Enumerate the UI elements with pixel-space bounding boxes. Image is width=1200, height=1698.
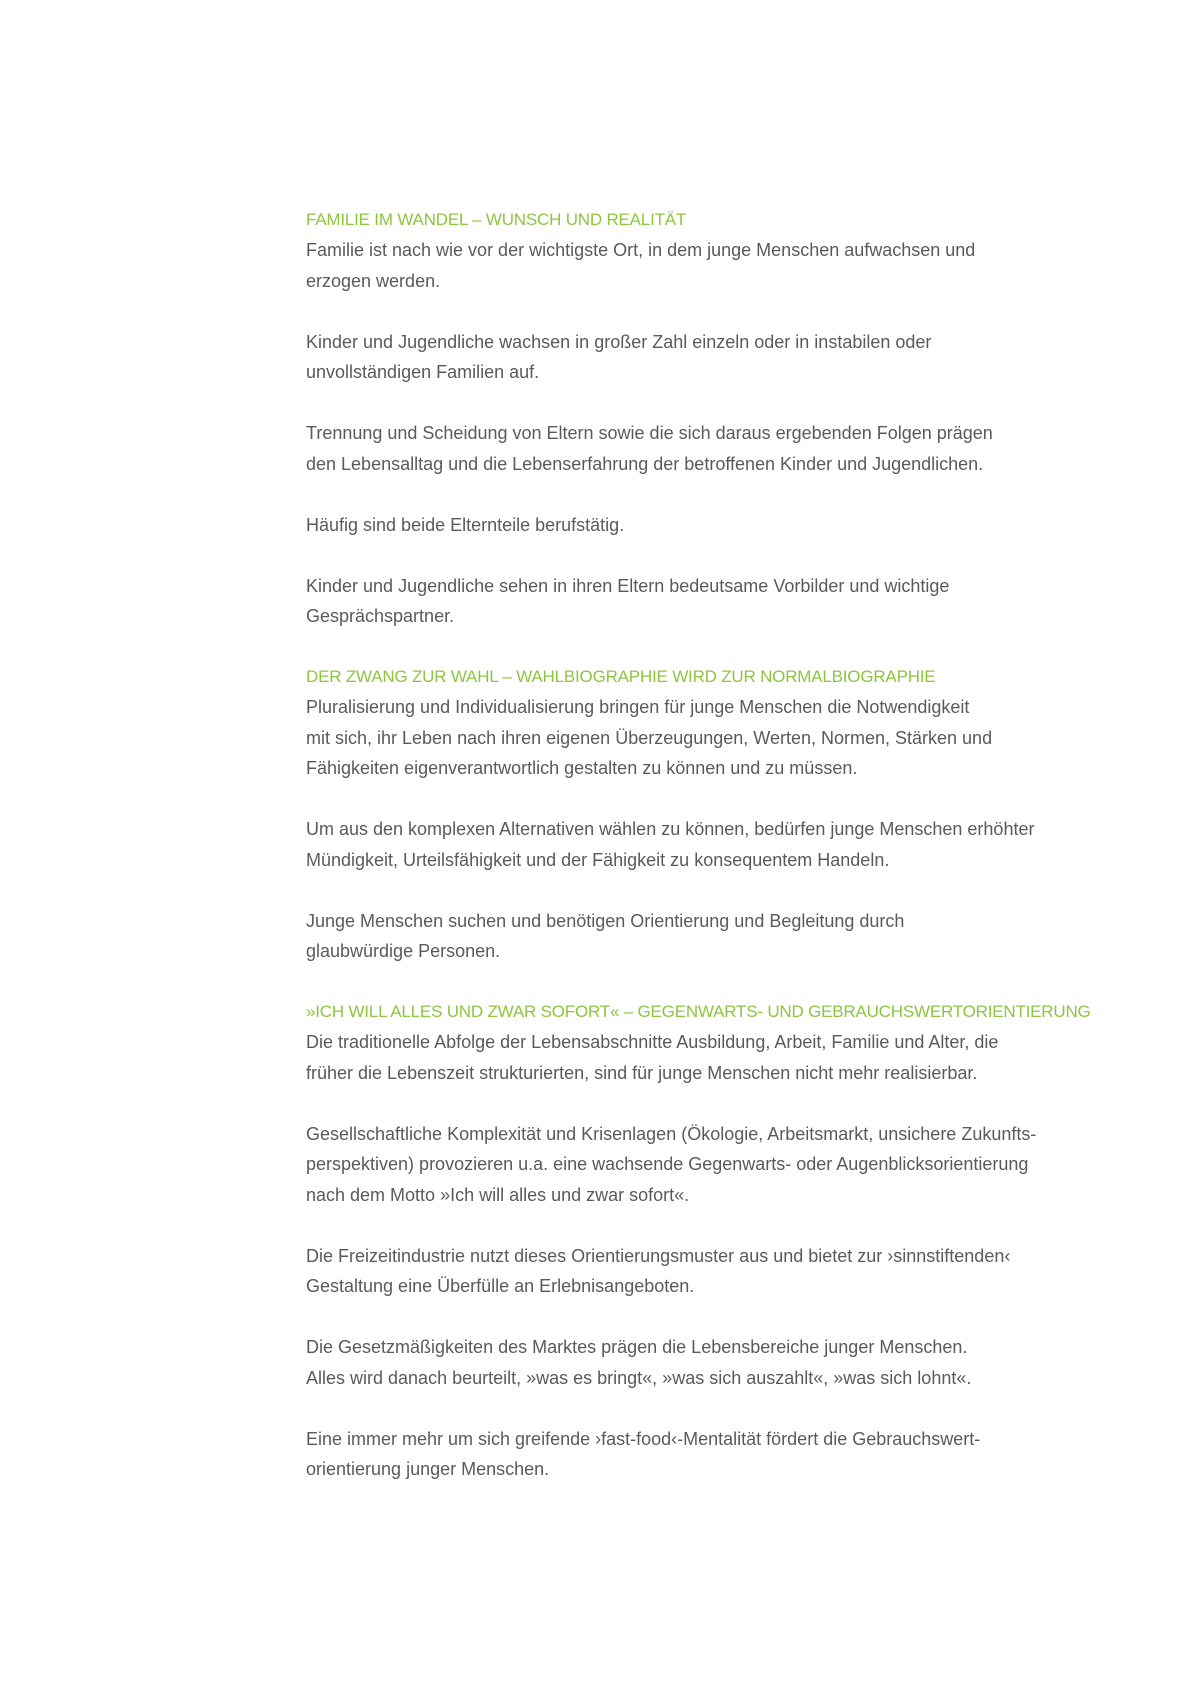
paragraph	[306, 1119, 1126, 1211]
document-body	[306, 205, 1126, 1485]
paragraph	[306, 1027, 1126, 1088]
paragraph-line: nach dem Motto »Ich will alles und zwar sofort«.	[306, 1184, 690, 1205]
paragraph-line: Mündigkeit, Urteilsfähigkeit und der Fähigkeit zu konsequentem Handeln.	[306, 849, 890, 870]
paragraph-line: früher die Lebenszeit strukturierten, sind für junge Menschen nicht mehr realisierbar.	[306, 1062, 978, 1083]
paragraph-line: glaubwürdige Personen.	[306, 941, 501, 961]
paragraph-line: Die Freizeitindustrie nutzt dieses Orientierungsmuster aus und bietet zur ›sinnstiftenden‹	[306, 1245, 1011, 1266]
section-heading: »ICH WILL ALLES UND ZWAR SOFORT« – GEGENWARTS- UND GEBRAUCHSWERTORIENTIERUNG	[306, 1002, 1091, 1021]
section-1	[306, 205, 1126, 632]
paragraph-line: Gestaltung eine Überfülle an Erlebnisangeboten.	[306, 1276, 695, 1296]
section-2	[306, 662, 1126, 967]
paragraph	[306, 1332, 1126, 1393]
paragraph-line: Gesprächspartner.	[306, 606, 455, 626]
section-heading: FAMILIE IM WANDEL – WUNSCH UND REALITÄT	[306, 210, 687, 229]
paragraph-line: Die Gesetzmäßigkeiten des Marktes prägen die Lebensbereiche junger Menschen.	[306, 1337, 968, 1357]
paragraph	[306, 1424, 1126, 1485]
paragraph-line: Alles wird danach beurteilt, »was es bringt«, »was sich auszahlt«, »was sich lohnt«.	[306, 1367, 972, 1388]
paragraph	[306, 1241, 1126, 1302]
section-3	[306, 997, 1126, 1485]
section-heading: DER ZWANG ZUR WAHL – WAHLBIOGRAPHIE WIRD ZUR NORMALBIOGRAPHIE	[306, 667, 936, 686]
paragraph	[306, 692, 1126, 784]
paragraph-line: Gesellschaftliche Komplexität und Krisenlagen (Ökologie, Arbeitsmarkt, unsichere Zukunfts-	[306, 1123, 1037, 1144]
paragraph	[306, 814, 1126, 875]
paragraph	[306, 327, 1126, 388]
paragraph-line: Kinder und Jugendliche sehen in ihren Eltern bedeutsame Vorbilder und wichtige	[306, 575, 950, 596]
paragraph-line: perspektiven) provozieren u.a. eine wachsende Gegenwarts- oder Augenblicksorientierung	[306, 1154, 1029, 1174]
paragraph-line: erzogen werden.	[306, 270, 441, 291]
paragraph-line: Um aus den komplexen Alternativen wählen zu können, bedürfen junge Menschen erhöhter	[306, 819, 1035, 839]
paragraph-line: Die traditionelle Abfolge der Lebensabschnitte Ausbildung, Arbeit, Familie und Alter, die	[306, 1032, 999, 1052]
paragraph-line: orientierung junger Menschen.	[306, 1459, 550, 1479]
paragraph	[306, 235, 1126, 296]
paragraph-line: Pluralisierung und Individualisierung bringen für junge Menschen die Notwendigkeit	[306, 697, 970, 717]
paragraph-line: den Lebensalltag und die Lebenserfahrung der betroffenen Kinder und Jugendlichen.	[306, 453, 984, 474]
paragraph	[306, 906, 1126, 967]
paragraph-line: unvollständigen Familien auf.	[306, 362, 540, 382]
paragraph	[306, 510, 1126, 541]
paragraph-line: Familie ist nach wie vor der wichtigste Ort, in dem junge Menschen aufwachsen und	[306, 240, 976, 260]
paragraph-line: Junge Menschen suchen und benötigen Orientierung und Begleitung durch	[306, 910, 905, 931]
paragraph-line: Trennung und Scheidung von Eltern sowie die sich daraus ergebenden Folgen prägen	[306, 423, 993, 443]
paragraph-line: Kinder und Jugendliche wachsen in großer Zahl einzeln oder in instabilen oder	[306, 331, 932, 352]
paragraph	[306, 418, 1126, 479]
paragraph-line: Eine immer mehr um sich greifende ›fast-food‹-Mentalität fördert die Gebrauchswert-	[306, 1428, 981, 1449]
paragraph-line: mit sich, ihr Leben nach ihren eigenen Überzeugungen, Werten, Normen, Stärken und	[306, 727, 993, 748]
paragraph-line: Häufig sind beide Elternteile berufstätig.	[306, 514, 625, 535]
paragraph	[306, 571, 1126, 632]
paragraph-line: Fähigkeiten eigenverantwortlich gestalten zu können und zu müssen.	[306, 758, 858, 778]
